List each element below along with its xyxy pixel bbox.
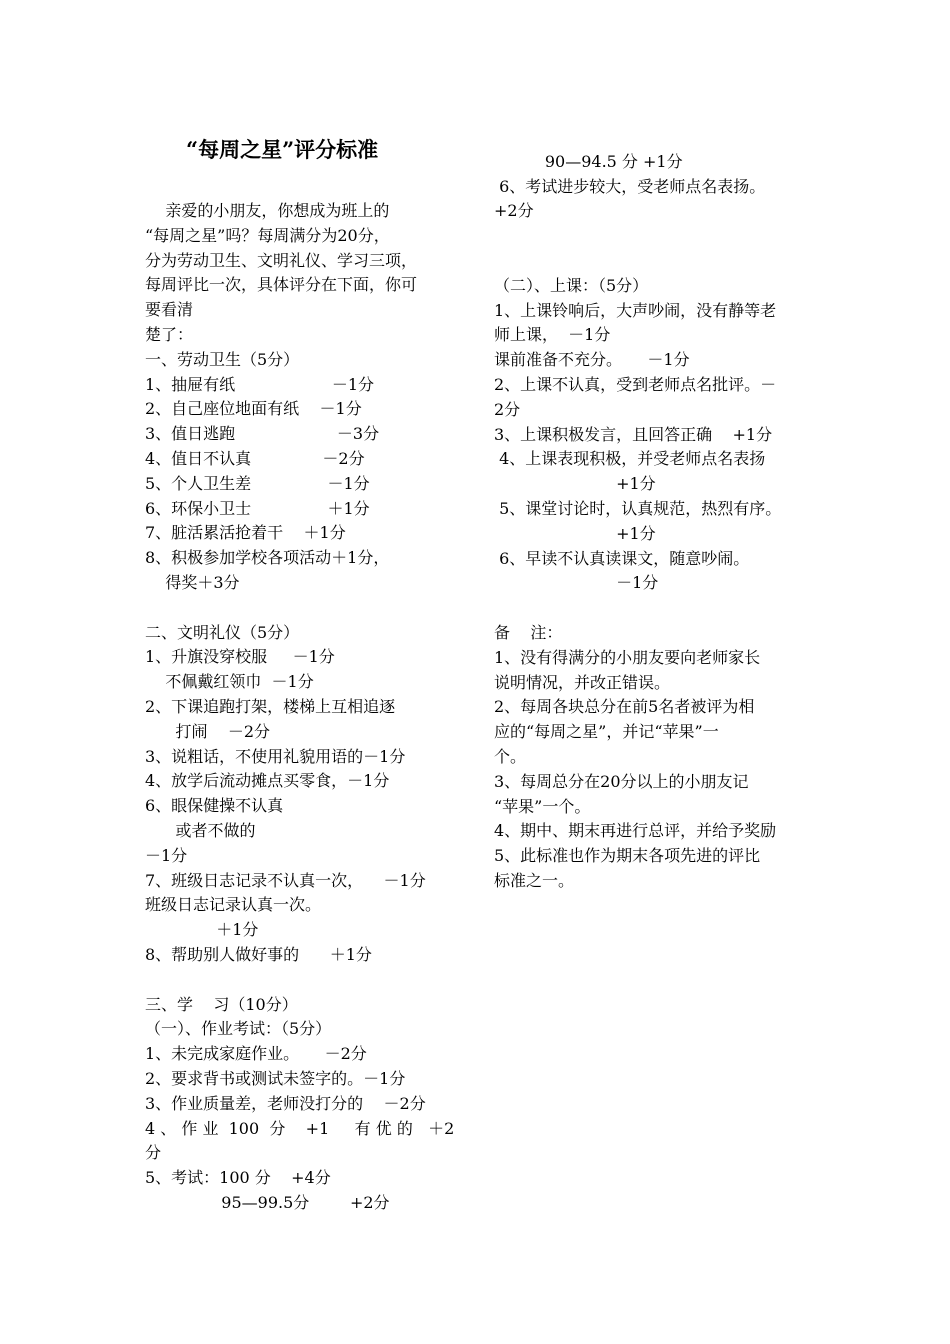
text-line: 二、文明礼仪（5分） <box>145 622 300 642</box>
text-line: 1、上课铃响后，大声吵闹，没有静等老 <box>494 300 777 320</box>
text-line: －1分 <box>145 845 188 865</box>
text-line: 8、帮助别人做好事的 ＋1分 <box>145 945 372 964</box>
text-line: ＋1分 <box>145 920 259 940</box>
text-line: 5、个人卫生差 －1分 <box>145 473 370 493</box>
text-line: 3、作业质量差，老师没打分的 －2分 <box>145 1093 426 1113</box>
text-line: 4 、 作 业 100 分 +1 有 优 的 ＋2 <box>145 1118 455 1138</box>
text-line: 2、每周各块总分在前5名者被评为相 <box>494 697 755 717</box>
text-line: 2分 <box>494 399 521 419</box>
text-line: 6、早读不认真读课文，随意吵闹。 <box>494 548 750 568</box>
text-line: 1、未完成家庭作业。 －2分 <box>145 1044 367 1064</box>
text-line: 2、下课追跑打架，楼梯上互相追逐 <box>145 697 396 716</box>
text-line: 课前准备不充分。 －1分 <box>494 350 690 370</box>
text-line: +2分 <box>494 201 534 221</box>
text-line: 7、脏活累活抢着干 ＋1分 <box>145 523 346 543</box>
document-title: “每周之星”评分标准 <box>186 137 379 162</box>
text-line: 分为劳动卫生、文明礼仪、学习三项， <box>145 250 418 270</box>
text-line: 8、积极参加学校各项活动＋1分， <box>145 548 390 568</box>
text-line: 3、值日逃跑 －3分 <box>145 424 380 444</box>
text-line: （一）、作业考试：（5分） <box>145 1019 332 1039</box>
text-line: 3、每周总分在20分以上的小朋友记 <box>494 771 749 791</box>
text-line: 2、上课不认真，受到老师点名批评。－ <box>494 375 777 394</box>
text-line: 标准之一。 <box>494 871 575 890</box>
text-line: “苹果”一个。 <box>494 796 591 816</box>
text-line: 或者不做的 <box>145 821 256 840</box>
text-line: 说明情况，并改正错误。 <box>494 672 671 692</box>
text-line: 一、劳动卫生（5分） <box>145 349 300 369</box>
text-line: 6、考试进步较大，受老师点名表扬。 <box>494 176 766 196</box>
text-line: 6、环保小卫士 ＋1分 <box>145 498 370 518</box>
text-line: 亲爱的小朋友，你想成为班上的 <box>145 201 390 220</box>
text-line: 3、说粗话，不使用礼貌用语的－1分 <box>145 746 406 766</box>
text-line: 备 注： <box>494 623 563 642</box>
text-line: 应的“每周之星”，并记“苹果”一 <box>494 722 719 742</box>
text-line: 得奖＋3分 <box>145 573 240 592</box>
text-line: 楚了： <box>145 325 194 344</box>
text-line: +1分 <box>494 523 656 543</box>
text-line: －1分 <box>494 573 659 593</box>
text-line: 个。 <box>494 747 527 766</box>
text-line: 1、抽屉有纸 －1分 <box>145 374 374 394</box>
text-line: 95—99.5分 +2分 <box>145 1193 390 1212</box>
text-line: 不佩戴红领巾 －1分 <box>145 672 314 692</box>
text-line: 分 <box>145 1143 162 1163</box>
text-line: 班级日志记录认真一次。 <box>145 895 322 915</box>
text-line: +1分 <box>494 474 656 494</box>
text-line: 1、没有得满分的小朋友要向老师家长 <box>494 647 761 667</box>
text-line: 三、学 习（10分） <box>145 994 298 1014</box>
text-line: 打闹 －2分 <box>145 721 271 741</box>
text-line: 2、要求背书或测试未签字的。－1分 <box>145 1069 406 1088</box>
text-line: 每周评比一次，具体评分在下面，你可 <box>145 275 418 295</box>
text-line: 4、放学后流动摊点买零食，－1分 <box>145 771 390 791</box>
text-line: “每周之星”吗？每周满分为20分， <box>145 225 390 245</box>
text-line: 90—94.5 分 +1分 <box>494 151 683 171</box>
text-line: 4、上课表现积极，并受老师点名表扬 <box>494 449 766 469</box>
text-line: 3、上课积极发言，且回答正确 +1分 <box>494 424 773 444</box>
text-line: （二）、上课：（5分） <box>494 275 649 295</box>
text-line: 2、自己座位地面有纸 －1分 <box>145 399 362 419</box>
text-line: 5、此标准也作为期末各项先进的评比 <box>494 846 761 866</box>
text-line: 6、眼保健操不认真 <box>145 796 284 816</box>
text-line: 4、期中、期末再进行总评，并给予奖励 <box>494 821 777 841</box>
text-line: 7、班级日志记录不认真一次， －1分 <box>145 870 426 890</box>
text-line: 1、升旗没穿校服 －1分 <box>145 647 335 667</box>
text-line: 5、课堂讨论时，认真规范，热烈有序。 <box>494 499 782 518</box>
text-line: 要看清 <box>145 300 194 320</box>
text-line: 4、值日不认真 －2分 <box>145 449 365 468</box>
text-line: 5、考试：100 分 +4分 <box>145 1168 331 1188</box>
text-line: 师上课， －1分 <box>494 325 611 345</box>
